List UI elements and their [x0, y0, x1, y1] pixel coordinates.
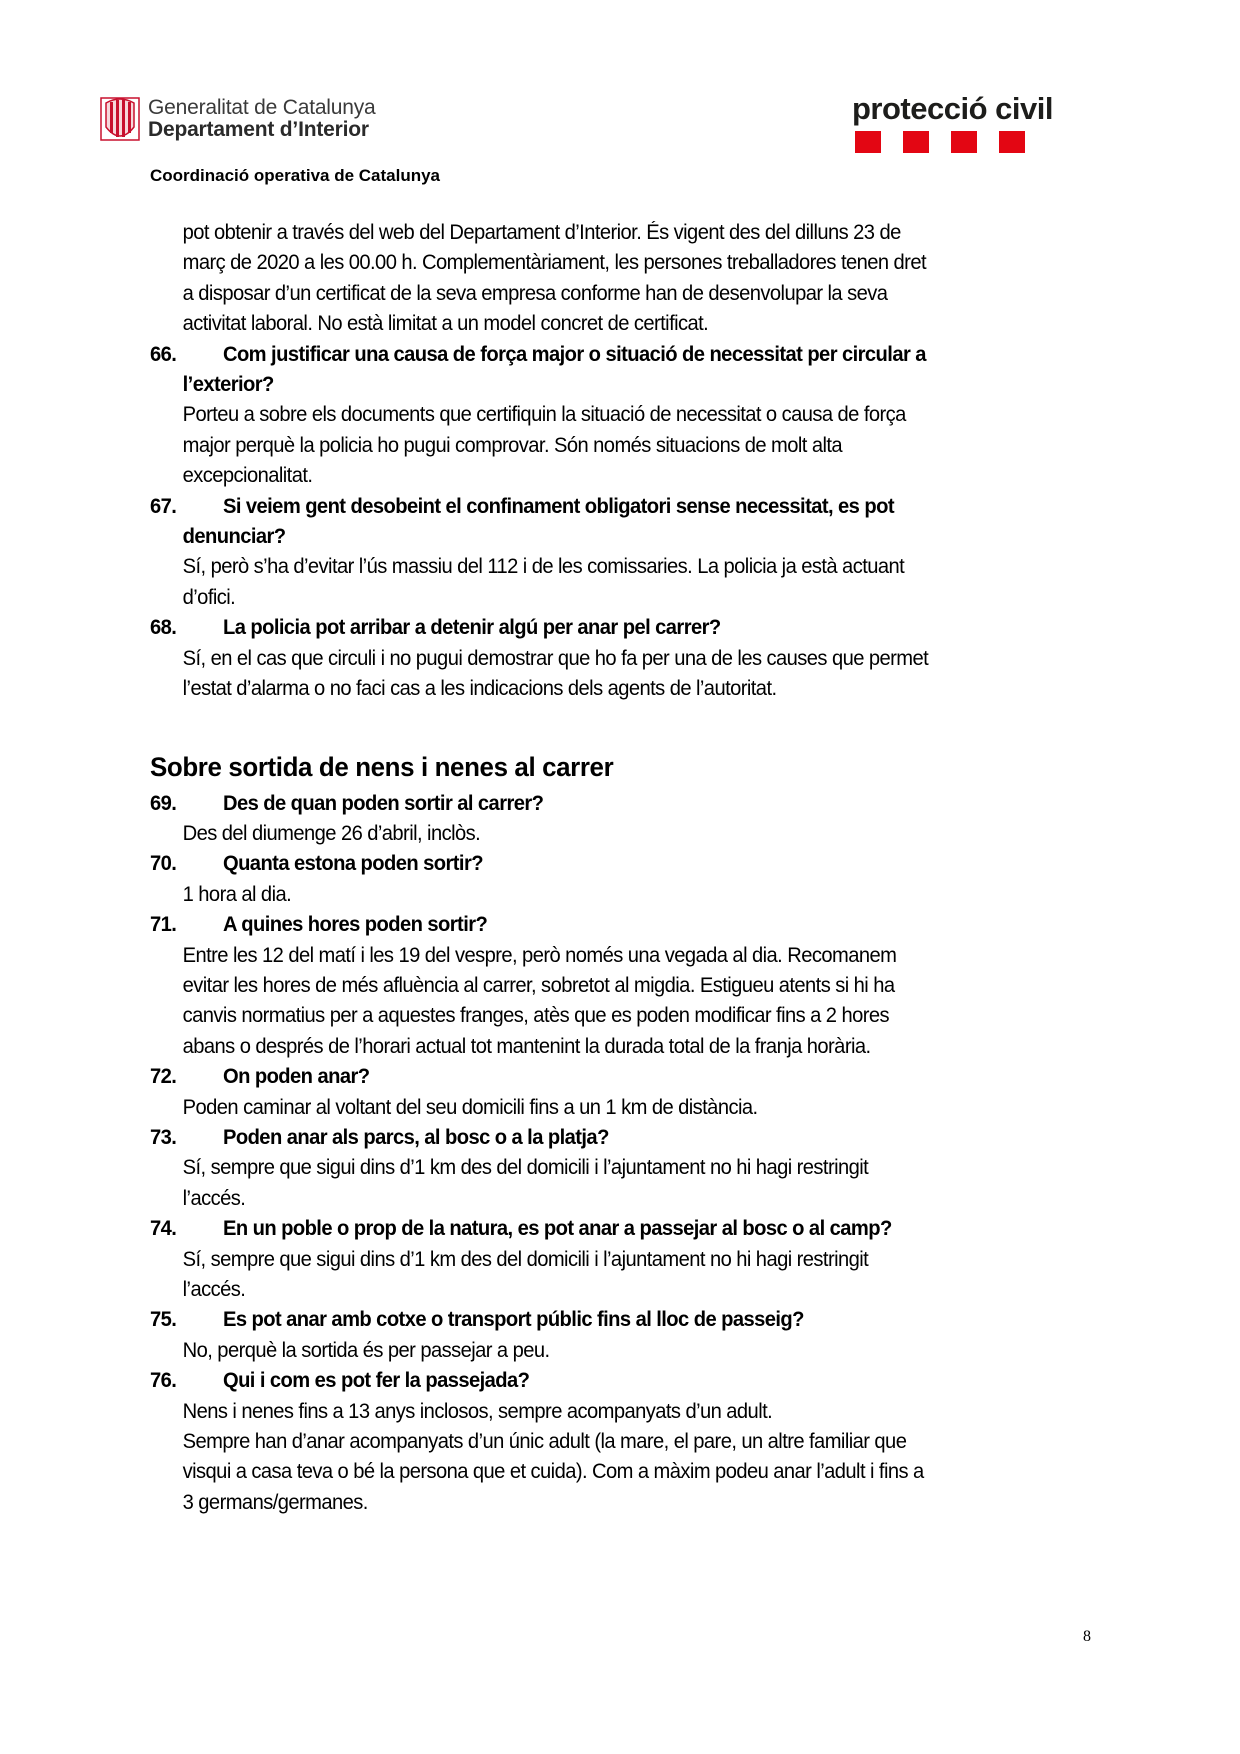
faq-answer	[183, 400, 1062, 491]
question-text: Quanta estona poden sortir?	[222, 852, 483, 876]
text-line: canvis normatius per a aquestes franges, atès que es poden modificar fins a 2 hores	[182, 1004, 890, 1028]
text-line: visqui a casa teva o bé la persona que et cuida). Com a màxim podeu anar l’adult i fins a	[182, 1460, 924, 1484]
faq-answer	[183, 1153, 1062, 1214]
question-number: 74.	[150, 1217, 177, 1241]
faq-answer	[183, 1397, 1062, 1519]
text-line: No, perquè la sortida és per passejar a peu.	[182, 1338, 550, 1362]
question-number: 76.	[150, 1369, 177, 1393]
faq-item	[150, 1214, 1062, 1305]
proteccio-civil-logo	[852, 93, 1053, 153]
question-text: Qui i com es pot fer la passejada?	[222, 1369, 530, 1393]
faq-question	[150, 849, 1062, 879]
question-number: 68.	[150, 616, 177, 640]
faq-question	[150, 613, 1062, 643]
red-square	[855, 131, 881, 153]
generalitat-name: Generalitat de Catalunya	[148, 96, 376, 119]
text-line: Porteu a sobre els documents que certifiquin la situació de necessitat o causa de força	[182, 403, 906, 427]
text-line: abans o després de l’horari actual tot mantenint la durada total de la franja horària.	[182, 1034, 871, 1058]
faq-question	[150, 1123, 1062, 1153]
question-text: Com justificar una causa de força major o situació de necessitat per circular a	[222, 342, 926, 366]
faq-item	[150, 1305, 1062, 1366]
text-line: l’estat d’alarma o no faci cas a les indicacions dels agents de l’autoritat.	[182, 677, 777, 701]
text-line: 1 hora al dia.	[182, 882, 292, 906]
department-name: Departament d’Interior	[148, 118, 369, 141]
faq-item	[150, 789, 1062, 850]
question-text: En un poble o prop de la natura, es pot anar a passejar al bosc o al camp?	[222, 1217, 892, 1241]
text-line: Poden caminar al voltant del seu domicili fins a un 1 km de distància.	[182, 1095, 758, 1119]
intro-paragraph	[183, 218, 1062, 340]
red-square	[951, 131, 977, 153]
generalitat-logo	[100, 97, 376, 141]
text-line: activitat laboral. No està limitat a un model concret de certificat.	[182, 312, 709, 336]
question-text: Si veiem gent desobeint el confinament obligatori sense necessitat, es pot	[222, 494, 894, 518]
question-number: 71.	[150, 913, 177, 937]
question-text-continued: l’exterior?	[182, 373, 274, 397]
faq-question	[150, 1214, 1062, 1244]
document-body	[150, 218, 1062, 1518]
text-line: 3 germans/germanes.	[182, 1490, 368, 1514]
faq-answer	[183, 1093, 1062, 1123]
red-square	[999, 131, 1025, 153]
text-line: Entre les 12 del matí i les 19 del vespre, però només una vegada al dia. Recomanem	[182, 943, 897, 967]
faq-question	[150, 789, 1062, 819]
question-text: La policia pot arribar a detenir algú per anar pel carrer?	[222, 616, 721, 640]
text-line: Sí, sempre que sigui dins d’1 km des del domicili i l’ajuntament no hi hagi restringit	[182, 1247, 869, 1271]
faq-item	[150, 1062, 1062, 1123]
page-header	[0, 0, 1240, 200]
faq-question	[150, 1305, 1062, 1335]
question-number: 69.	[150, 791, 177, 815]
faq-question	[150, 1366, 1062, 1396]
document-subheading: Coordinació operativa de Catalunya	[150, 166, 441, 185]
text-line: a disposar d’un certificat de la seva empresa conforme han de desenvolupar la seva	[182, 281, 888, 305]
faq-question	[150, 340, 1062, 370]
faq-item	[150, 340, 1062, 492]
question-text: Es pot anar amb cotxe o transport públic fins al lloc de passeig?	[222, 1308, 804, 1332]
page-number: 8	[1083, 1628, 1091, 1645]
text-line: Nens i nenes fins a 13 anys inclosos, sempre acompanyats d’un adult.	[182, 1399, 773, 1423]
faq-answer	[183, 552, 1062, 613]
faq-item	[150, 492, 1062, 614]
text-line: l’accés.	[182, 1278, 246, 1301]
text-line: major perquè la policia ho pugui comprovar. Són només situacions de molt alta	[182, 433, 843, 457]
faq-question	[150, 910, 1062, 940]
question-number: 75.	[150, 1308, 177, 1332]
proteccio-civil-title: protecció civil	[852, 91, 1053, 126]
text-line: Sempre han d’anar acompanyats d’un únic adult (la mare, el pare, un altre familiar que	[182, 1430, 907, 1454]
text-line: març de 2020 a les 00.00 h. Complementàriament, les persones treballadores tenen dret	[182, 251, 926, 275]
question-text-continued: denunciar?	[182, 525, 286, 549]
question-number: 70.	[150, 852, 177, 876]
text-line: l’accés.	[182, 1186, 246, 1210]
question-number: 66.	[150, 342, 177, 366]
question-text: A quines hores poden sortir?	[222, 913, 488, 937]
text-line: Sí, però s’ha d’evitar l’ús massiu del 112 i de les comissaries. La policia ja està actuant	[182, 555, 905, 579]
text-line: Des del diumenge 26 d’abril, inclòs.	[182, 821, 481, 845]
section-heading: Sobre sortida de nens i nenes al carrer	[150, 751, 614, 782]
faq-question	[150, 1062, 1062, 1092]
senyera-emblem-icon	[100, 97, 140, 141]
text-line: Sí, en el cas que circuli i no pugui demostrar que ho fa per una de les causes que permet	[182, 646, 929, 670]
faq-answer	[183, 819, 1062, 849]
question-text: On poden anar?	[222, 1065, 370, 1089]
text-line: pot obtenir a través del web del Departament d’Interior. És vigent des del dilluns 23 de	[182, 221, 901, 244]
faq-item	[150, 1366, 1062, 1518]
faq-item	[150, 849, 1062, 910]
faq-answer	[183, 941, 1062, 1063]
text-line: evitar les hores de més afluència al carrer, sobretot al migdia. Estigueu atents si hi ha	[182, 973, 895, 997]
faq-answer	[183, 880, 1062, 910]
question-number: 72.	[150, 1065, 177, 1089]
faq-item	[150, 1123, 1062, 1214]
red-square	[903, 131, 929, 153]
faq-answer	[183, 644, 1062, 705]
text-line: Sí, sempre que sigui dins d’1 km des del domicili i l’ajuntament no hi hagi restringit	[182, 1156, 869, 1180]
red-squares-icon	[855, 131, 1053, 153]
text-line: d’ofici.	[182, 585, 236, 609]
text-line: excepcionalitat.	[182, 464, 313, 488]
question-number: 73.	[150, 1125, 177, 1149]
faq-answer	[183, 1336, 1062, 1366]
question-text: Des de quan poden sortir al carrer?	[222, 791, 544, 815]
question-text: Poden anar als parcs, al bosc o a la platja?	[222, 1125, 609, 1149]
faq-item	[150, 613, 1062, 704]
faq-item	[150, 910, 1062, 1062]
faq-answer	[183, 1245, 1062, 1306]
faq-question	[150, 492, 1062, 522]
question-number: 67.	[150, 494, 177, 518]
